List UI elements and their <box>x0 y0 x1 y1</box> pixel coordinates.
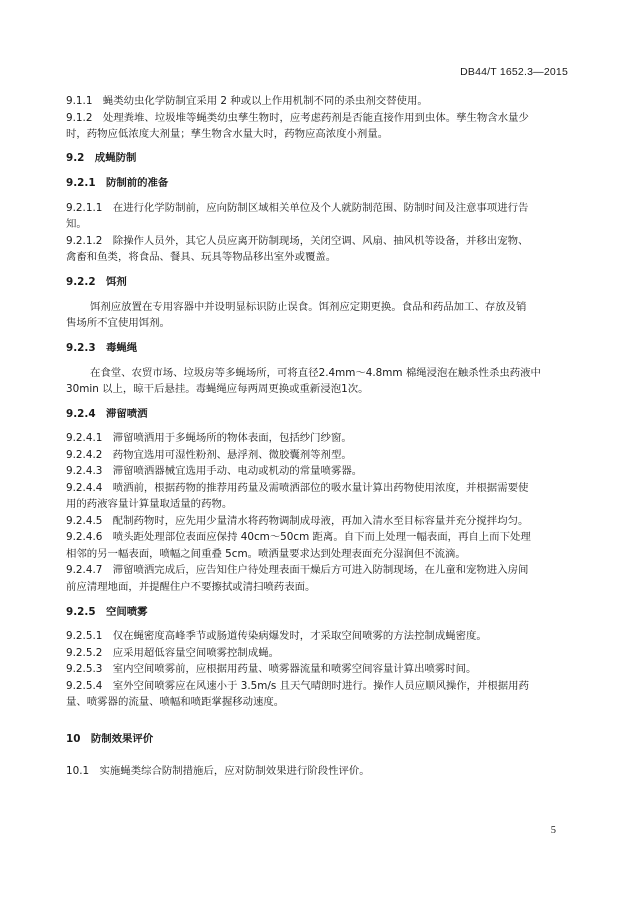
clause-9-2-4-4-cont: 用的药液容量计算量取适量的药物。 <box>66 498 233 510</box>
para-bait: 饵剂应放置在专用容器中并设明显标识防止误食。饵剂应定期更换。食品和药品加工、存放及销 <box>90 301 527 313</box>
clause-9-2-5-3: 9.2.5.3 室内空间喷雾前，应根据用药量、喷雾器流量和喷雾空间容量计算出喷雾时间。 <box>66 663 477 675</box>
clause-9-1-2-cont: 时，药物应低浓度大剂量；孳生物含水量大时，药物应高浓度小剂量。 <box>66 128 389 140</box>
section-9-2-5-heading: 9.2.5 空间喷雾 <box>66 606 148 618</box>
clause-9-2-1-1: 9.2.1.1 在进行化学防制前，应向防制区域相关单位及个人就防制范围、防制时间及注意事项进行告 <box>66 202 529 214</box>
clause-9-2-5-1: 9.2.5.1 仅在蝇密度高峰季节或肠道传染病爆发时，才采取空间喷雾的方法控制成蝇密度。 <box>66 630 487 642</box>
clause-9-2-5-4: 9.2.5.4 室外空间喷雾应在风速小于 3.5m/s 且天气晴朗时进行。操作人员应顺风操作，并根据用药 <box>66 680 529 692</box>
clause-9-2-4-6: 9.2.4.6 喷头距处理部位表面应保持 40cm～50cm 距离。自下而上处理一幅表面，再自上而下处理 <box>66 531 531 543</box>
clause-9-2-4-2: 9.2.4.2 药物宜选用可湿性粉剂、悬浮剂、微胶囊剂等剂型。 <box>66 449 352 461</box>
header-doc-id: DB44/T 1652.3—2015 <box>460 66 568 78</box>
clause-9-2-4-3: 9.2.4.3 滞留喷洒器械宜选用手动、电动或机动的常量喷雾器。 <box>66 465 363 477</box>
clause-9-2-4-7-cont: 前应清理地面，并提醒住户不要擦拭或清扫喷药表面。 <box>66 581 316 593</box>
para-fly-rope-cont: 30min 以上，晾干后悬挂。毒蝇绳应每两周更换或重新浸泡1次。 <box>66 383 369 395</box>
clause-9-1-2: 9.1.2 处理粪堆、垃圾堆等蝇类幼虫孳生物时，应考虑药剂是否能直接作用到虫体。孳生物含水量少 <box>66 112 529 124</box>
para-bait-cont: 售场所不宜使用饵剂。 <box>66 317 170 329</box>
clause-9-2-1-2: 9.2.1.2 除操作人员外，其它人员应离开防制现场，关闭空调、风扇、抽风机等设备，并移出宠物、 <box>66 235 529 247</box>
section-9-2-2-heading: 9.2.2 饵剂 <box>66 276 127 288</box>
clause-9-2-5-4-cont: 量、喷雾器的流量、喷幅和喷距掌握移动速度。 <box>66 696 285 708</box>
clause-9-2-4-4: 9.2.4.4 喷洒前，根据药物的推荐用药量及需喷洒部位的吸水量计算出药物使用浓度，并根据需要使 <box>66 482 529 494</box>
section-9-2-1-heading: 9.2.1 防制前的准备 <box>66 177 169 189</box>
clause-9-2-4-6-cont: 相邻的另一幅表面，喷幅之间重叠 5cm。喷洒量要求达到处理表面充分湿润但不流滴。 <box>66 548 466 560</box>
page-number: 5 <box>550 825 556 836</box>
clause-9-2-1-1-cont: 知。 <box>66 218 87 230</box>
clause-9-2-4-7: 9.2.4.7 滞留喷洒完成后，应告知住户待处理表面干燥后方可进入防制现场，在儿童和宠物进入房间 <box>66 564 529 576</box>
clause-9-2-4-5: 9.2.4.5 配制药物时，应先用少量清水将药物调制成母液，再加入清水至目标容量并充分搅拌均匀。 <box>66 515 529 527</box>
section-9-2-heading: 9.2 成蝇防制 <box>66 152 137 164</box>
para-fly-rope: 在食堂、农贸市场、垃圾房等多蝇场所，可将直径2.4mm～4.8mm 棉绳浸泡在触杀性杀虫药液中 <box>90 367 541 379</box>
clause-9-2-5-2: 9.2.5.2 应采用超低容量空间喷雾控制成蝇。 <box>66 647 279 659</box>
section-9-2-3-heading: 9.2.3 毒蝇绳 <box>66 342 138 354</box>
clause-9-2-4-1: 9.2.4.1 滞留喷洒用于多蝇场所的物体表面，包括纱门纱窗。 <box>66 432 352 444</box>
clause-9-2-1-2-cont: 禽畜和鱼类，将食品、餐具、玩具等物品移出室外或覆盖。 <box>66 251 337 263</box>
clause-10-1: 10.1 实施蝇类综合防制措施后，应对防制效果进行阶段性评价。 <box>66 765 370 777</box>
section-10-heading: 10 防制效果评价 <box>66 733 154 745</box>
section-9-2-4-heading: 9.2.4 滞留喷洒 <box>66 408 148 420</box>
clause-9-1-1: 9.1.1 蝇类幼虫化学防制宜采用 2 种或以上作用机制不同的杀虫剂交替使用。 <box>66 95 428 107</box>
